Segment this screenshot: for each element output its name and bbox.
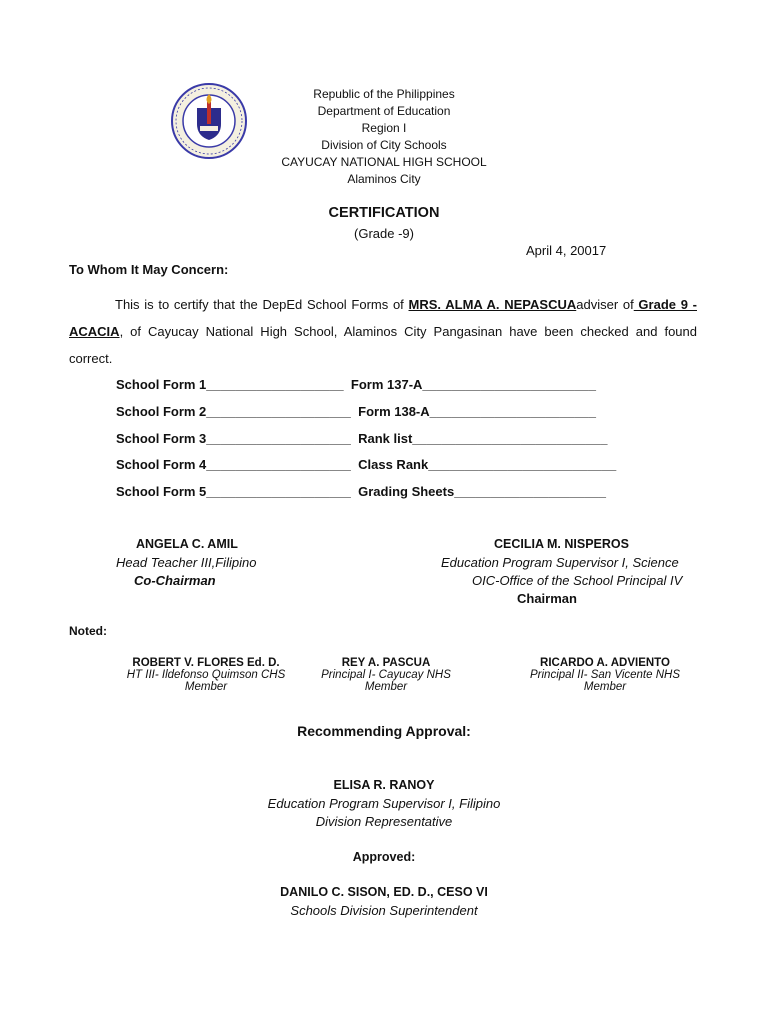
grade-subtitle: (Grade -9) (354, 226, 414, 241)
cochair-role: Co-Chairman (134, 573, 216, 588)
grade-section: Grade 9 - ACACIA (69, 297, 697, 339)
member-title: Principal II- San Vicente NHS (530, 669, 680, 681)
chair-office: OIC-Office of the School Principal IV (472, 573, 683, 588)
member-block (296, 657, 476, 693)
body-part2: adviser of (576, 297, 634, 312)
page-title: CERTIFICATION (328, 205, 440, 221)
form-row (116, 484, 606, 499)
chair-name: CECILIA M. NISPEROS (494, 537, 629, 551)
member-role: Member (583, 681, 627, 693)
cochair-title: Head Teacher III,Filipino (116, 555, 257, 570)
form-left: School Form 3____________________ (116, 431, 351, 446)
header-school: CAYUCAY NATIONAL HIGH SCHOOL (281, 155, 487, 169)
form-left: School Form 4____________________ (116, 457, 351, 472)
form-right: Form 137-A________________________ (350, 377, 596, 392)
header-department: Department of Education (317, 104, 451, 118)
body-paragraph (69, 291, 697, 372)
recommending-label: Recommending Approval: (297, 723, 471, 739)
member-role: Member (364, 681, 408, 693)
form-row (116, 431, 608, 446)
approver-name: DANILO C. SISON, ED. D., CESO VI (280, 885, 488, 899)
member-block (495, 657, 715, 693)
member-role: Member (184, 681, 228, 693)
noted-label: Noted: (69, 624, 107, 638)
form-right: Grading Sheets_____________________ (358, 484, 607, 499)
date: April 4, 20017 (526, 243, 607, 258)
form-row (116, 377, 596, 392)
member-title: HT III- Ildefonso Quimson CHS (126, 669, 286, 681)
chair-role: Chairman (517, 591, 577, 606)
header-region: Region I (361, 121, 407, 135)
member-name: REY A. PASCUA (341, 657, 431, 669)
form-left: School Form 1___________________ (116, 377, 344, 392)
member-name: ROBERT V. FLORES Ed. D. (132, 657, 280, 669)
recommender-name: ELISA R. RANOY (333, 778, 435, 792)
header-division: Division of City Schools (321, 138, 447, 152)
form-left: School Form 2____________________ (116, 404, 351, 419)
member-name: RICARDO A. ADVIENTO (540, 657, 670, 669)
form-right: Form 138-A_______________________ (358, 404, 596, 419)
form-left: School Form 5____________________ (116, 484, 351, 499)
approved-label: Approved: (352, 850, 416, 864)
recommender-title: Education Program Supervisor I, Filipino (267, 796, 501, 811)
body-part3: , of Cayucay National High School, Alaminos City Pangasinan have been checked and found correct. (69, 324, 697, 366)
cochair-name: ANGELA C. AMIL (136, 537, 238, 551)
teacher-name: MRS. ALMA A. NEPASCUA (408, 297, 577, 312)
header-republic: Republic of the Philippines (313, 87, 455, 101)
member-title: Principal I- Cayucay NHS (321, 669, 451, 681)
form-row (116, 404, 596, 419)
approver-title: Schools Division Superintendent (290, 903, 478, 918)
form-right: Class Rank__________________________ (358, 457, 617, 472)
recommender-role: Division Representative (315, 814, 453, 829)
header-city: Alaminos City (347, 172, 421, 186)
form-right: Rank list___________________________ (358, 431, 608, 446)
chair-title: Education Program Supervisor I, Science (441, 555, 679, 570)
salutation: To Whom It May Concern: (69, 262, 229, 277)
form-row (116, 457, 616, 472)
member-block (96, 657, 316, 693)
body-part1: This is to certify that the DepEd School Forms of (115, 297, 409, 312)
